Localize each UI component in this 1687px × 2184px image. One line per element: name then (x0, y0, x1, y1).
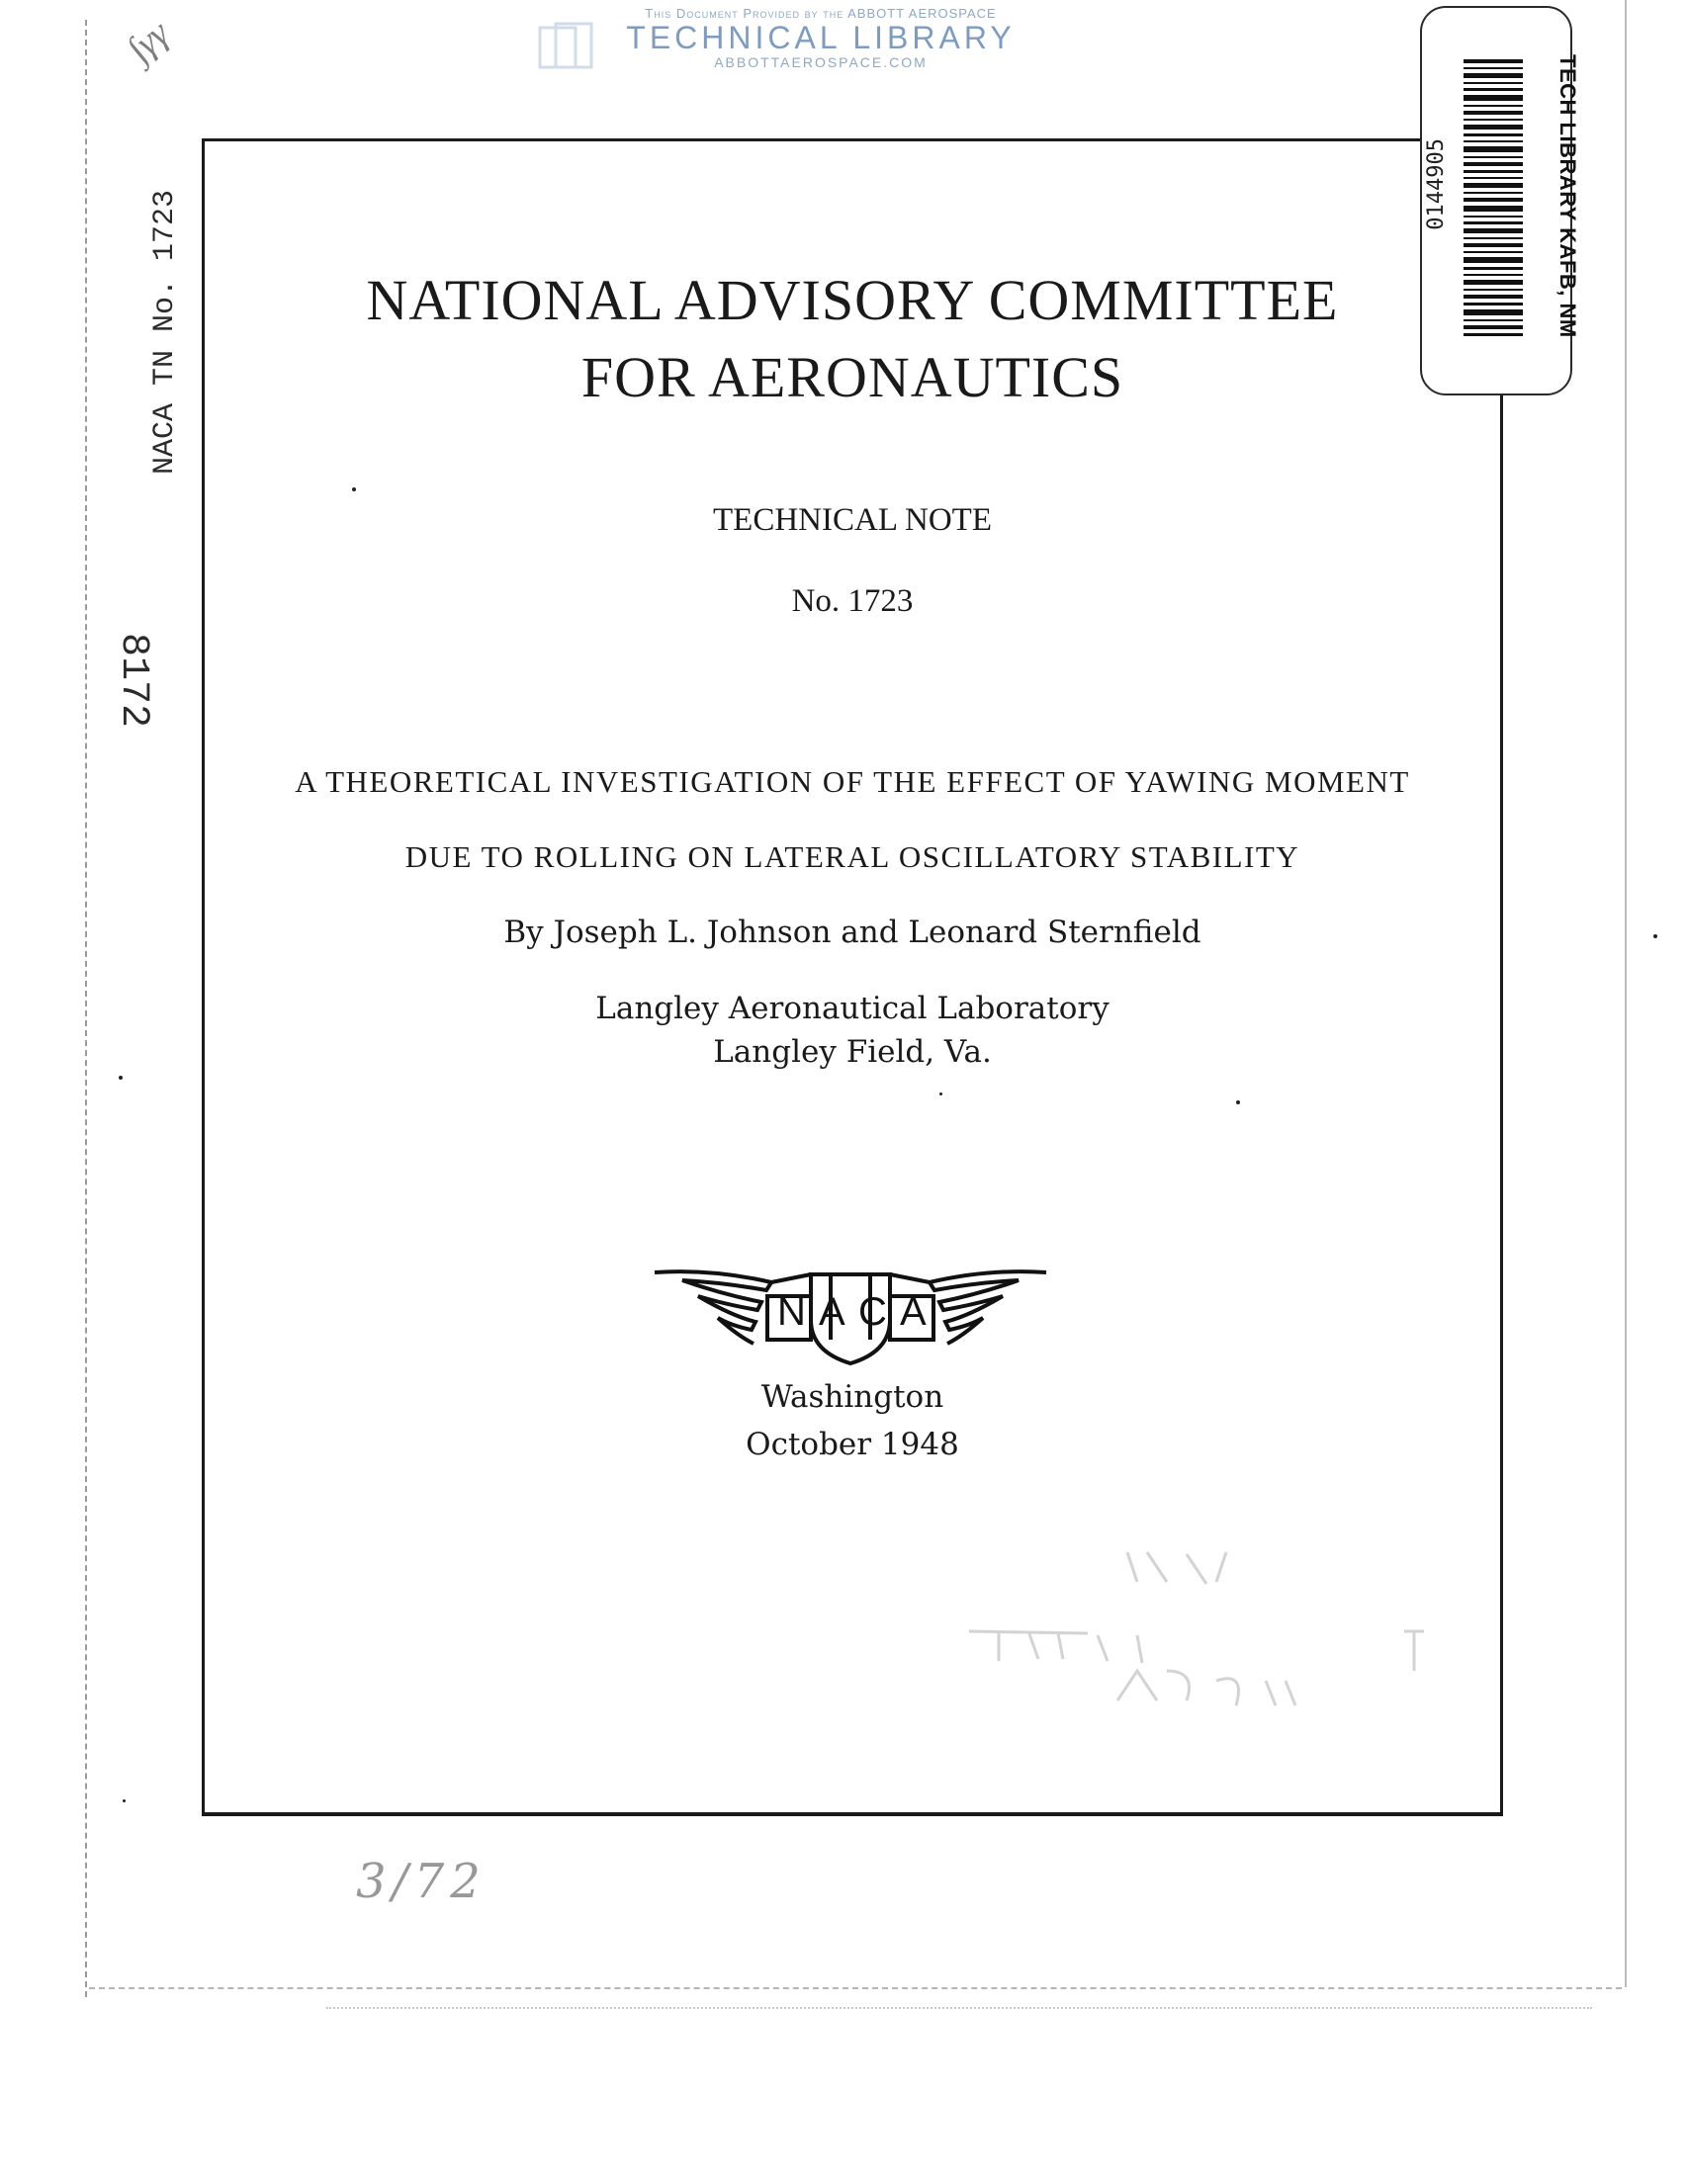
note-type: TECHNICAL NOTE (713, 502, 992, 538)
barcode-number: 0144905 (1424, 138, 1449, 230)
side-label: NACA TN No. 1723 (148, 189, 182, 475)
side-number: 8172 (111, 633, 155, 729)
scan-speck (1653, 934, 1657, 938)
watermark-line1: This Document Provided by the ABBOTT AEROSPACE (645, 6, 997, 21)
subject-line2: DUE TO ROLLING ON LATERAL OSCILLATORY STABILITY (404, 839, 1300, 874)
page-edge-left (85, 20, 87, 1997)
publication-date: October 1948 (746, 1427, 959, 1462)
watermark-url: ABBOTTAEROSPACE.COM (714, 54, 928, 70)
watermark-title: TECHNICAL LIBRARY (626, 20, 1016, 55)
scan-noise (326, 2007, 1592, 2009)
watermark (554, 6, 1088, 70)
subject-line1: A THEORETICAL INVESTIGATION OF THE EFFECT OF YAWING MOMENT (295, 764, 1410, 799)
scan-speck (123, 1799, 126, 1802)
handwritten-mark: ∫γγ (120, 12, 178, 71)
title-line2: FOR AERONAUTICS (580, 345, 1124, 409)
library-logo-icon (536, 20, 605, 75)
faded-stamp (969, 1542, 1464, 1740)
barcode-library-text: TECH LIBRARY KAFB, NM (1555, 54, 1580, 338)
naca-wings-logo-icon (653, 1261, 1048, 1369)
logo-letter-a2: A (900, 1290, 927, 1334)
laboratory (202, 987, 1503, 1074)
scan-speck (1236, 1100, 1240, 1104)
scan-speck (119, 1076, 123, 1080)
note-number: No. 1723 (791, 583, 914, 619)
authors: By Joseph L. Johnson and Leonard Sternfield (503, 915, 1201, 950)
cover-title (202, 262, 1503, 416)
scan-speck (352, 487, 356, 491)
handwritten-notation: 3/72 (356, 1854, 487, 1909)
logo-letter-c: C (858, 1290, 887, 1334)
logo-letter-a1: A (819, 1290, 845, 1334)
scan-speck (939, 1092, 942, 1095)
lab-line2: Langley Field, Va. (713, 1034, 992, 1070)
publication-city: Washington (760, 1379, 944, 1415)
lab-line1: Langley Aeronautical Laboratory (595, 991, 1110, 1026)
title-line1: NATIONAL ADVISORY COMMITTEE (366, 268, 1339, 332)
page-edge-bottom (89, 1987, 1622, 1989)
page-edge-right (1625, 0, 1627, 1987)
logo-letter-n: N (777, 1290, 806, 1334)
